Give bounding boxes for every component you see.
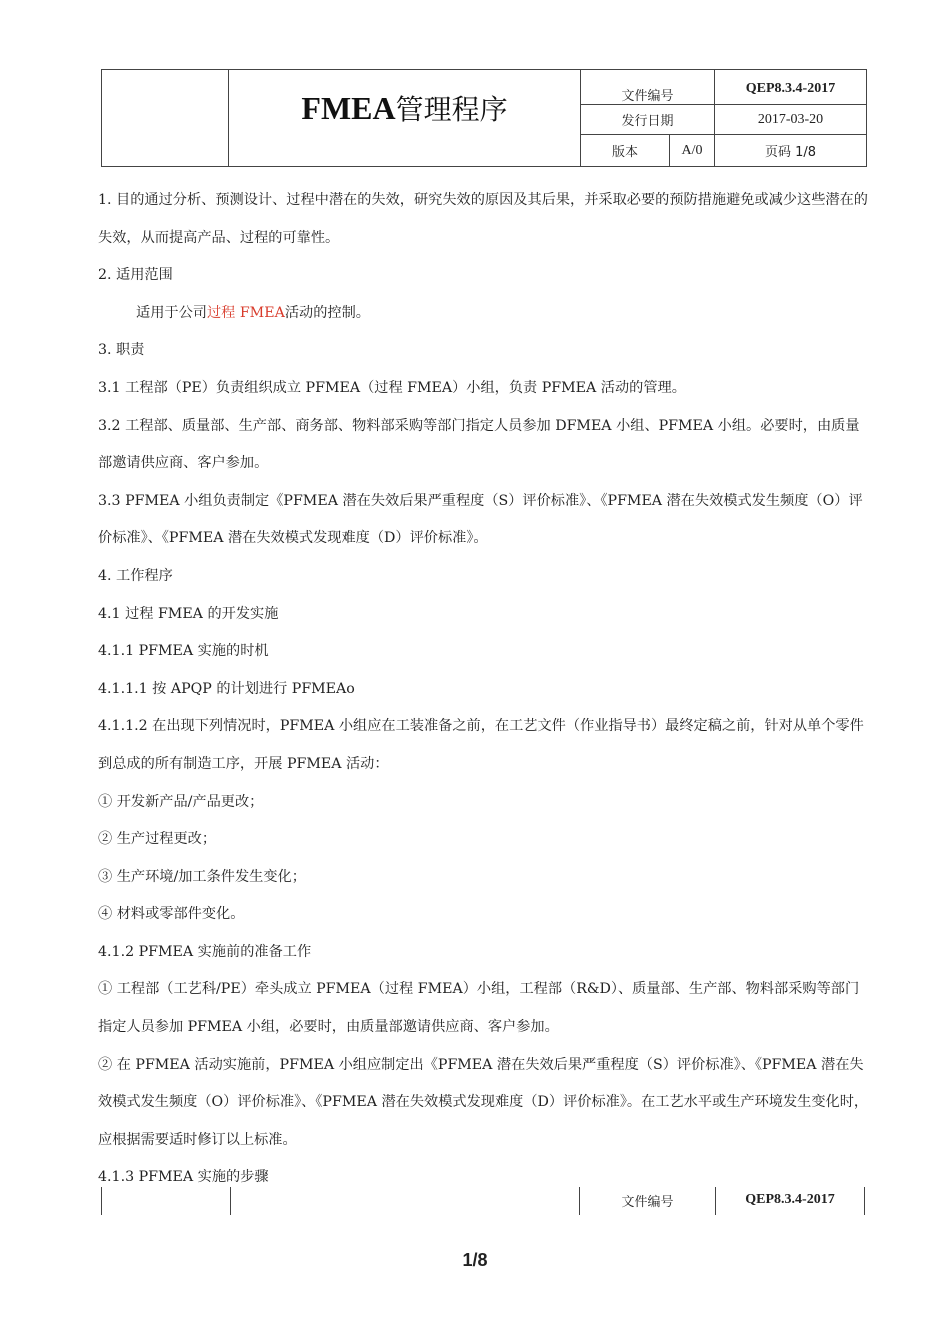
- section-procedure-heading: 4. 工作程序: [98, 567, 173, 584]
- scope-highlight: 过程 FMEA: [206, 304, 285, 321]
- clause-3-3: 3.3 PFMEA 小组负责制定《PFMEA 潜在失效后果严重程度（S）评价标准》、《PFMEA 潜在失效模式发生频度（O）评价标准》、《PFMEA 潜在失效模式发现难度（D）评价标准》。: [98, 492, 863, 547]
- section-purpose: 1. 目的通过分析、预测设计、过程中潜在的失效，研究失效的原因及其后果，并采取必要的预防措施避免或减少这些潜在的失效，从而提高产品、过程的可靠性。: [98, 192, 868, 246]
- doc-no-value: QEP8.3.4-2017: [745, 81, 836, 96]
- issue-date-value: 2017-03-20: [757, 111, 824, 127]
- footer-doc-no-value: QEP8.3.4-2017: [745, 1192, 835, 1207]
- section-scope-heading: 2. 适用范围: [98, 267, 173, 284]
- list-item: ④ 材料或零部件变化。: [98, 906, 245, 923]
- page-footer-table: [101, 1187, 867, 1215]
- section-scope-text: [98, 295, 870, 333]
- footer-doc-no-label: 文件编号: [621, 1194, 674, 1210]
- footer-divider: [101, 1187, 102, 1215]
- scope-text-a: 适用于公司: [136, 304, 207, 321]
- scope-text-c: 活动的控制。: [284, 304, 370, 321]
- list-item: ② 生产过程更改；: [98, 831, 217, 848]
- title-latin: FMEA: [301, 89, 396, 126]
- list-item: ② 在 PFMEA 活动实施前，PFMEA 小组应制定出《PFMEA 潜在失效后果严重程度（S）评价标准》、《PFMEA 潜在失效模式发生频度（O）评价标准》、《PFMEA 潜在失效模式发现难度（D）评价标准》。在工艺水平或生产环境发生变化时，应根据需要适时修订以上标准。: [98, 1056, 869, 1148]
- clause-3-2: 3.2 工程部、质量部、生产部、商务部、物料部采购等部门指定人员参加 DFMEA 小组、PFMEA 小组。必要时，由质量部邀请供应商、客户参加。: [98, 417, 860, 472]
- clause-4-1-2: 4.1.2 PFMEA 实施前的准备工作: [98, 943, 312, 960]
- list-item: ① 开发新产品/产品更改；: [98, 793, 264, 810]
- page-number: 1/8: [462, 1250, 488, 1270]
- title-cn: 管理程序: [395, 93, 508, 126]
- page-label: 页码 1/8: [764, 145, 817, 160]
- section-responsibility-heading: 3. 职责: [98, 342, 145, 359]
- clause-4-1-1-2: 4.1.1.2 在出现下列情况时，PFMEA 小组应在工装准备之前，在工艺文件（作业指导书）最终定稿之前，针对从单个零件到总成的所有制造工序，开展 PFMEA 活动：: [98, 718, 864, 772]
- version-label: 版本: [611, 145, 638, 160]
- doc-no-label: 文件编号: [621, 88, 674, 104]
- document-header-table: [101, 69, 867, 167]
- version-value: A/0: [681, 142, 703, 158]
- document-title: [229, 70, 580, 146]
- issue-date-label: 发行日期: [621, 114, 674, 129]
- footer-divider: [230, 1187, 231, 1215]
- clause-4-1: 4.1 过程 FMEA 的开发实施: [98, 605, 279, 622]
- clause-4-1-1: 4.1.1 PFMEA 实施的时机: [98, 643, 269, 660]
- list-item: ① 工程部（工艺科/PE）牵头成立 PFMEA（过程 FMEA）小组，工程部（R&D）、质量部、生产部、物料部采购等部门指定人员参加 PFMEA 小组，必要时，由质量部邀请供应商、客户参加。: [98, 981, 860, 1036]
- footer-divider: [864, 1187, 865, 1215]
- list-item: ③ 生产环境/加工条件发生变化；: [98, 868, 306, 885]
- clause-3-1: 3.1 工程部（PE）负责组织成立 PFMEA（过程 FMEA）小组，负责 PFMEA 活动的管理。: [98, 379, 686, 396]
- clause-4-1-3: 4.1.3 PFMEA 实施的步骤: [98, 1169, 269, 1186]
- clause-4-1-1-1: 4.1.1.1 按 APQP 的计划进行 PFMEAo: [98, 680, 355, 697]
- document-body: [98, 182, 870, 1197]
- logo-cell: [102, 70, 228, 166]
